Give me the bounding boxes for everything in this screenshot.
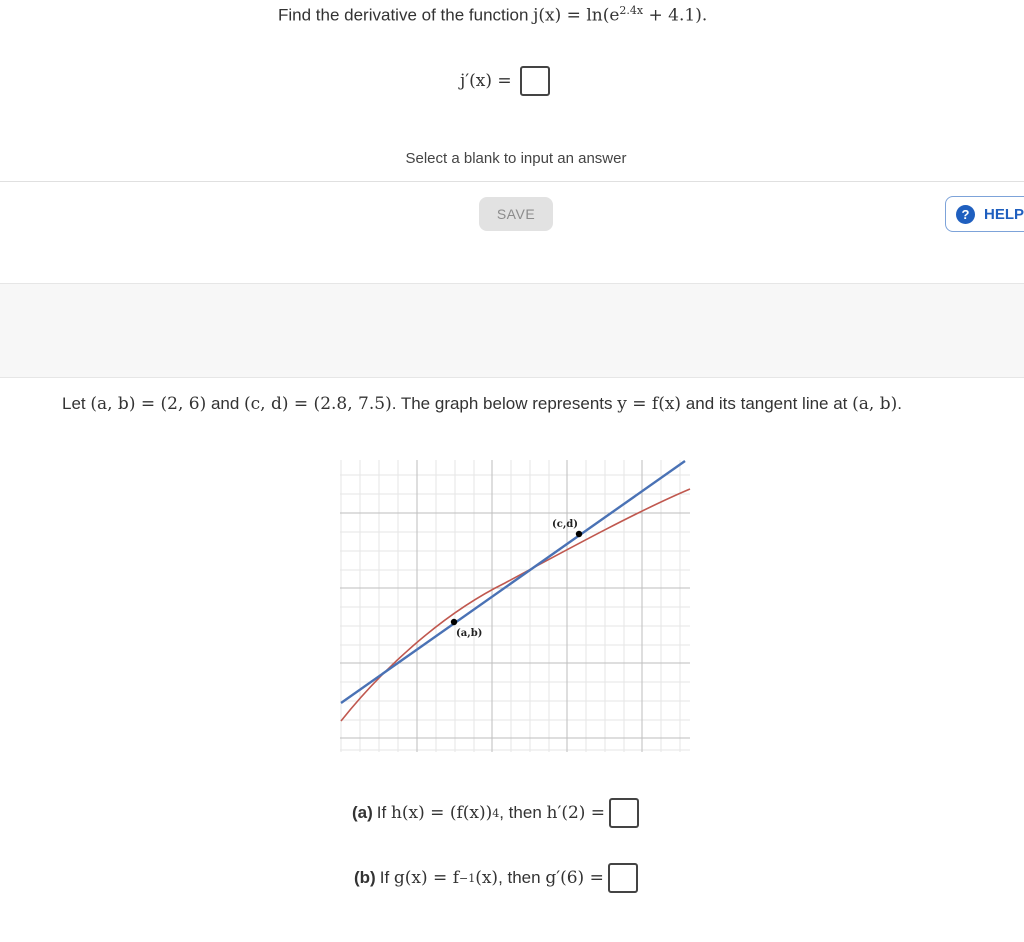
input-hint: Select a blank to input an answer xyxy=(405,150,627,167)
answer-blank-part-a[interactable] xyxy=(609,798,639,828)
q2-text-5: . xyxy=(897,394,902,413)
function-graph xyxy=(340,460,692,755)
divider xyxy=(0,181,1024,182)
function-lhs: j(x) = ln(e xyxy=(533,5,620,26)
function-rhs: + 4.1). xyxy=(643,5,708,26)
save-button[interactable]: SAVE xyxy=(479,197,553,231)
q2-y-eq: y = f(x) xyxy=(617,394,682,414)
q2-cd-eq: (c, d) = (2.8, 7.5) xyxy=(244,394,392,414)
part-a-h-prime: h′(2) = xyxy=(546,803,606,823)
answer-row-derivative xyxy=(460,66,550,96)
tangent-line xyxy=(341,461,685,703)
answer-lhs: j′(x) = xyxy=(460,71,512,91)
part-b-g-arg: (x) xyxy=(475,868,499,888)
function-exponent: 2.4x xyxy=(619,4,644,17)
part-b xyxy=(354,863,638,893)
part-b-g-prime: g′(6) = xyxy=(545,868,604,888)
help-icon: ? xyxy=(956,205,975,224)
answer-blank-derivative[interactable] xyxy=(520,66,550,96)
part-a-h-def: h(x) = (f(x)) xyxy=(390,803,493,823)
help-button[interactable] xyxy=(945,196,1024,232)
part-b-text-1: If xyxy=(379,868,390,887)
part-b-label: (b) xyxy=(354,868,376,887)
part-a-power: 4 xyxy=(492,806,500,820)
question-prefix: Find the derivative of the function xyxy=(278,5,534,25)
label-ab: (a,b) xyxy=(456,628,483,639)
function-curve xyxy=(341,489,690,721)
q2-text-2: and xyxy=(206,394,245,413)
point-cd xyxy=(576,531,582,537)
q2-text-1: Let xyxy=(62,394,91,413)
q2-ab: (a, b) xyxy=(852,394,898,414)
answer-blank-part-b[interactable] xyxy=(608,863,638,893)
question-tangent xyxy=(62,394,902,414)
part-b-g-def: g(x) = f xyxy=(393,868,459,888)
help-label: HELP xyxy=(984,205,1024,223)
part-a-label: (a) xyxy=(352,803,373,822)
grid-major xyxy=(340,460,690,752)
part-a xyxy=(352,798,639,828)
question-derivative xyxy=(278,4,707,26)
q2-text-3: . The graph below represents xyxy=(391,394,618,413)
part-b-power: −1 xyxy=(458,871,476,885)
section-separator xyxy=(0,283,1024,378)
part-b-text-2: , then xyxy=(498,868,541,887)
q2-text-4: and its tangent line at xyxy=(681,394,853,413)
grid-minor xyxy=(340,460,690,752)
point-ab xyxy=(451,619,457,625)
part-a-text-1: If xyxy=(376,803,387,822)
part-a-text-2: , then xyxy=(499,803,542,822)
q2-ab-eq: (a, b) = (2, 6) xyxy=(90,394,207,414)
label-cd: (c,d) xyxy=(552,519,579,530)
